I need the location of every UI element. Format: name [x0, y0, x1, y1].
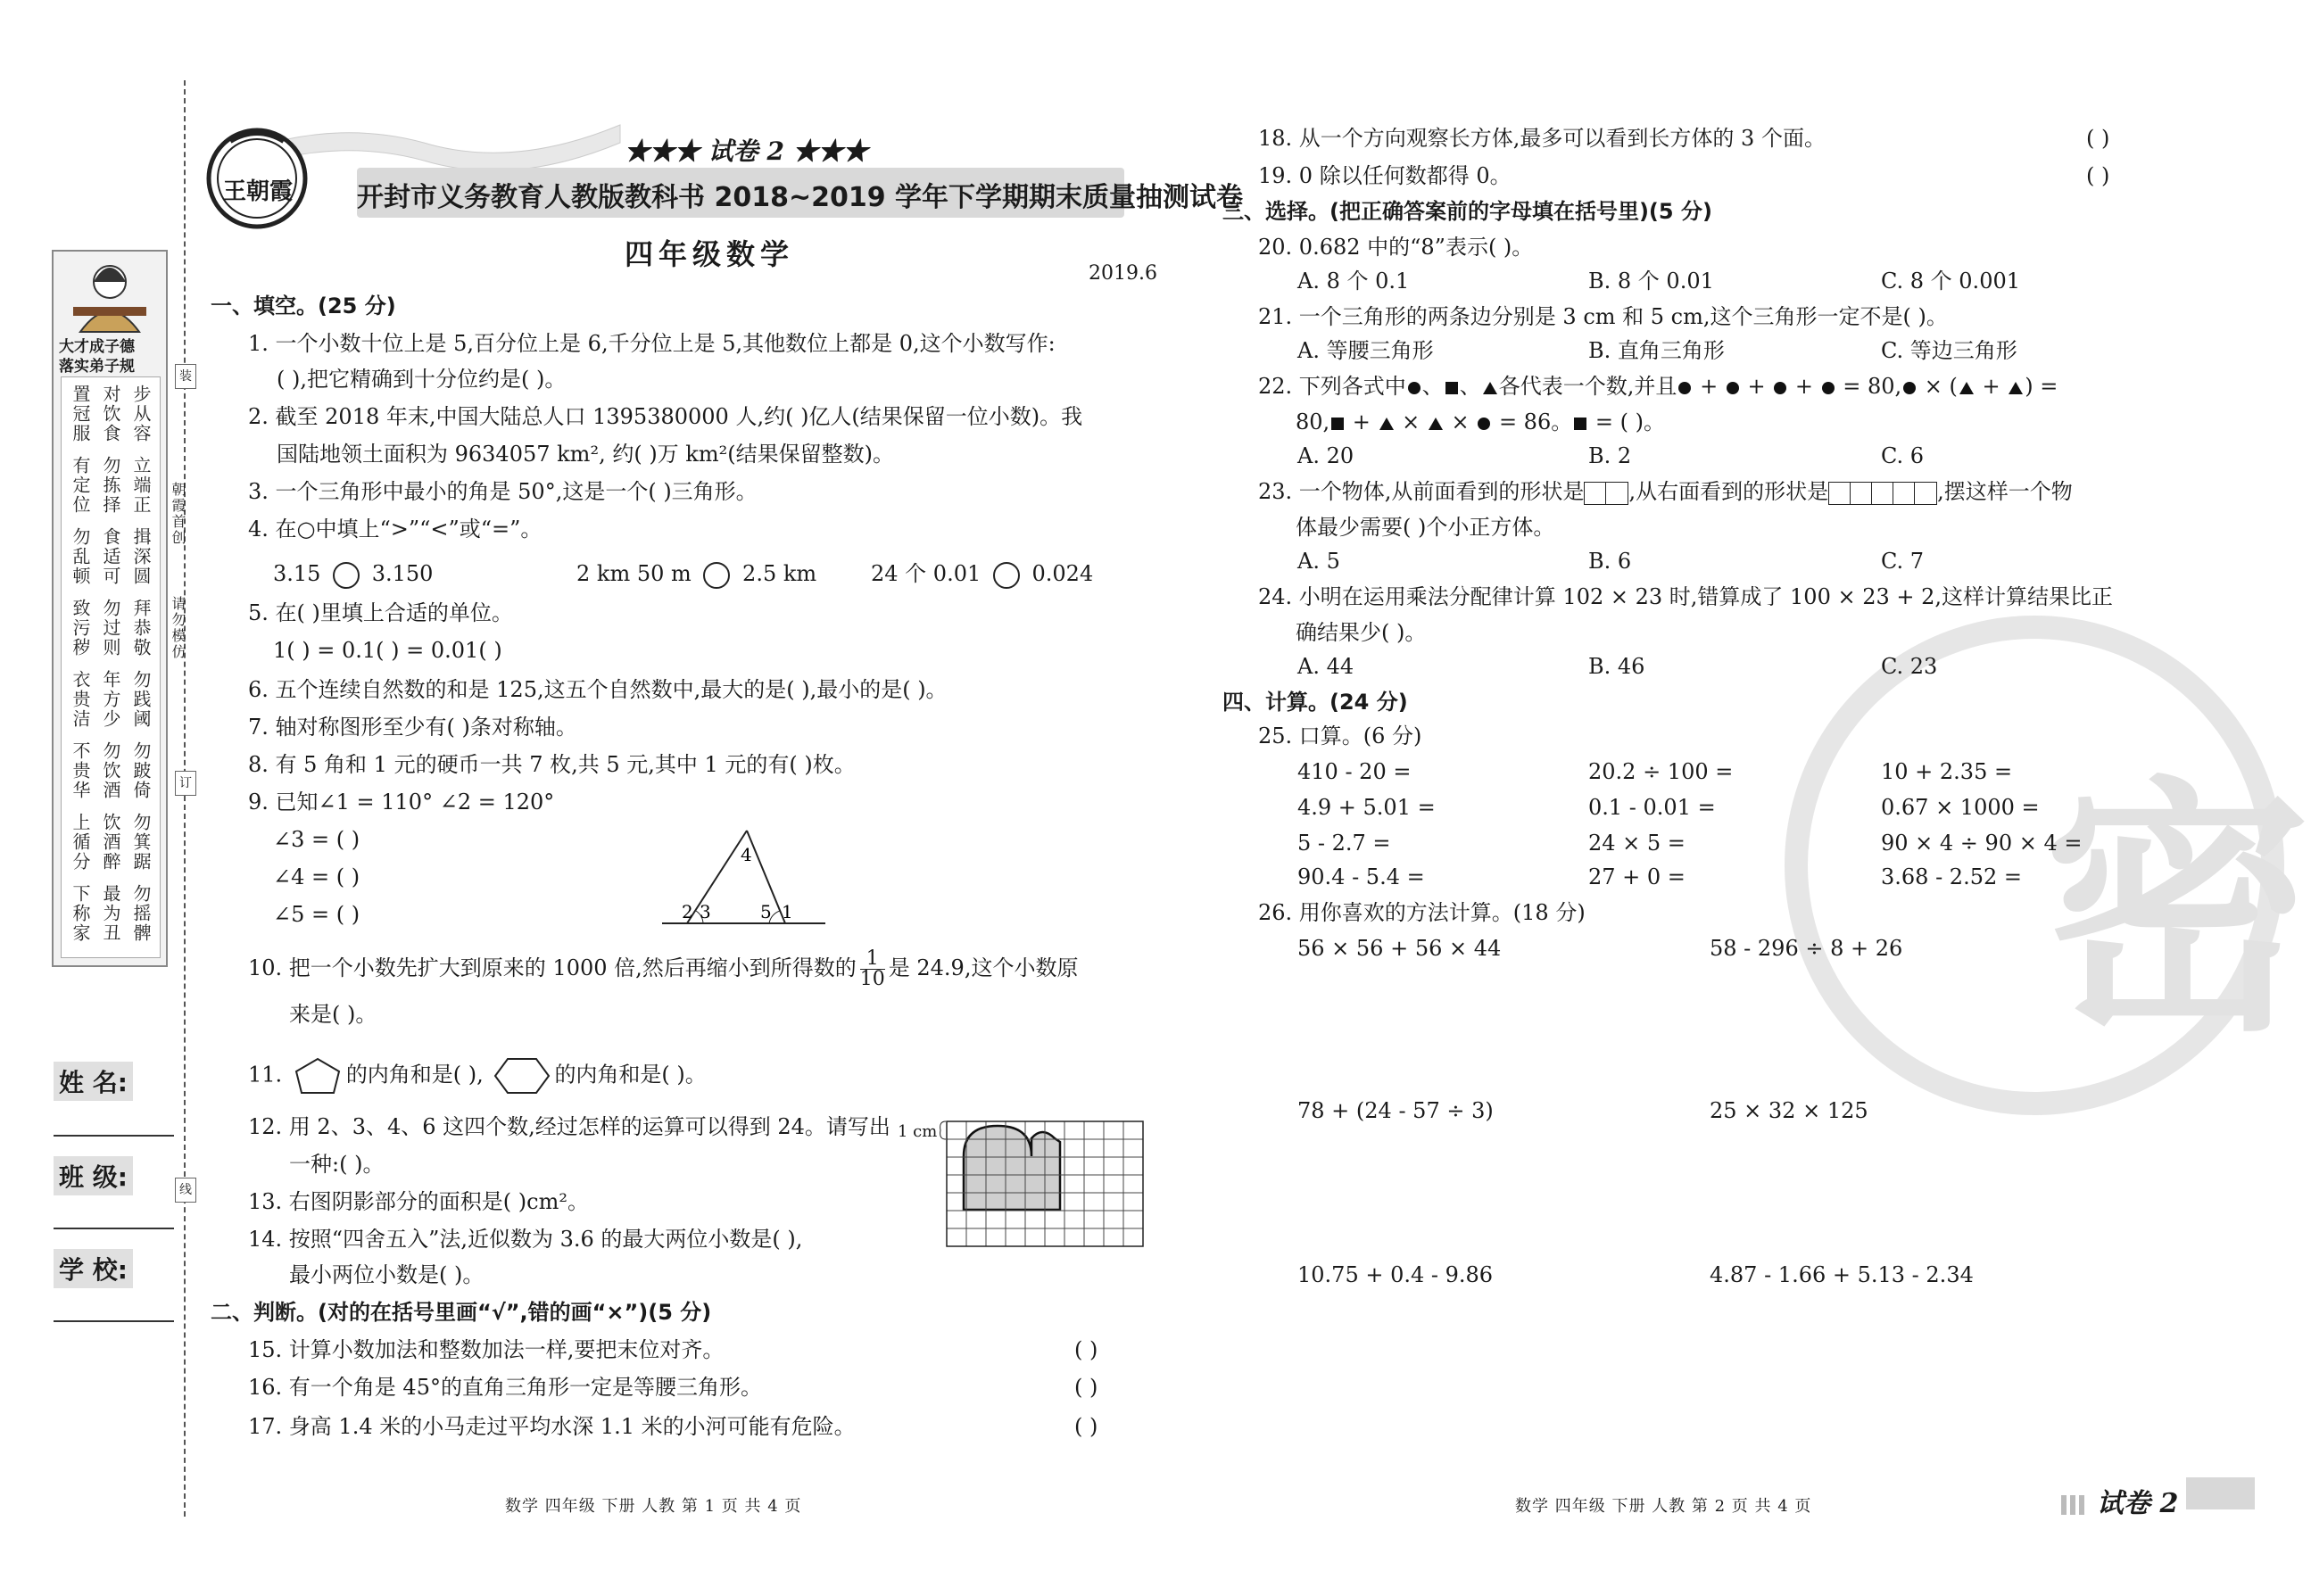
calc-item: 56 × 56 + 56 × 44 — [1297, 936, 1502, 961]
q20-option-b[interactable]: B. 8 个 0.01 — [1588, 269, 1714, 294]
fraction-denominator: 10 — [859, 968, 885, 990]
question-12-line-1: 12. 用 2、3、4、6 这四个数,经过怎样的运算可以得到 24。请写出 — [248, 1114, 890, 1139]
rule-col: 上循分 — [70, 813, 91, 872]
rule-col: 立端正 — [130, 456, 152, 515]
question-22-line-1: 22. 下列各式中 、 、 各代表一个数,并且 + + + = 80, × ( + ) = — [1258, 374, 2058, 399]
binding-tag-xian: 线 — [175, 1178, 196, 1203]
oral-item: 0.1 - 0.01 = — [1588, 795, 1716, 820]
watermark-char: 密 — [2043, 756, 2311, 1067]
shaded-area-grid — [946, 1121, 1144, 1247]
question-7: 7. 轴对称图形至少有( )条对称轴。 — [248, 715, 577, 740]
compare-1-left: 3.15 — [273, 561, 321, 586]
oral-item: 90.4 - 5.4 = — [1297, 864, 1425, 889]
q24-option-b[interactable]: B. 46 — [1588, 654, 1645, 679]
rule-col: 对饮食 — [100, 385, 121, 443]
triangle-symbol-icon — [2009, 382, 2023, 394]
rule-col: 年方少 — [100, 670, 121, 729]
question-5: 5. 在( )里填上合适的单位。 — [248, 600, 513, 625]
angle-label-5: 5 — [760, 901, 772, 922]
q22-text-2: 各代表一个数,并且 — [1498, 374, 1677, 399]
oral-item: 5 - 2.7 = — [1297, 831, 1391, 856]
question-2-line-1: 2. 截至 2018 年末,中国大陆总人口 1395380000 人,约( )亿人(结果保留一位小数)。我 — [248, 404, 1083, 429]
question-4: 4. 在○中填上“>”“<”或“=”。 — [248, 517, 543, 542]
question-19: 19. 0 除以任何数都得 0。 — [1258, 163, 1512, 188]
slogan-line-2: 落实弟子规 — [59, 358, 135, 376]
answer-paren-18[interactable]: ( ) — [2086, 126, 2110, 151]
compare-circle-icon[interactable] — [993, 562, 1020, 589]
front-view-shape — [1584, 482, 1628, 505]
q23-text-2: ,从右面看到的形状是 — [1628, 479, 1829, 504]
question-24-line-1: 24. 小明在运用乘法分配律计算 102 × 23 时,错算成了 100 × 23 + 2,这样计算结果比正 — [1258, 584, 2114, 609]
question-11-number: 11. — [248, 1062, 283, 1087]
q21-option-c[interactable]: C. 等边三角形 — [1881, 338, 2017, 363]
triangle-symbol-icon — [1483, 382, 1497, 394]
answer-paren-19[interactable]: ( ) — [2086, 163, 2110, 188]
circle-symbol-icon — [1478, 418, 1490, 430]
circle-symbol-icon — [1774, 382, 1786, 394]
rule-col: 勿过则 — [100, 599, 121, 657]
oral-item: 24 × 5 = — [1588, 831, 1686, 856]
question-20: 20. 0.682 中的“8”表示( )。 — [1258, 235, 1534, 260]
triangle-symbol-icon — [1379, 418, 1394, 430]
rule-col: 勿跛倚 — [130, 741, 152, 800]
question-21: 21. 一个三角形的两条边分别是 3 cm 和 5 cm,这个三角形一定不是( )。 — [1258, 304, 1948, 329]
q22-text-6: = 86。 — [1498, 409, 1573, 434]
angle-label-1: 1 — [782, 901, 793, 922]
name-label: 姓 名: — [54, 1062, 133, 1101]
question-8: 8. 有 5 角和 1 元的硬币一共 7 枚,共 5 元,其中 1 元的有( )枚。 — [248, 752, 856, 777]
scholar-figure-icon — [54, 255, 166, 335]
rule-col: 勿拣择 — [100, 456, 121, 515]
oral-item: 10 + 2.35 = — [1881, 759, 2013, 784]
rule-col: 衣贵洁 — [70, 670, 91, 729]
question-24-line-2: 确结果少( )。 — [1296, 620, 1427, 645]
exam-date: 2019.6 — [1089, 262, 1157, 285]
question-17: 17. 身高 1.4 米的小马走过平均水深 1.1 米的小河可能有危险。 — [248, 1414, 856, 1439]
rule-col: 勿践阈 — [130, 670, 152, 729]
q22-option-b[interactable]: B. 2 — [1588, 443, 1632, 468]
oral-item: 410 - 20 = — [1297, 759, 1412, 784]
circle-symbol-icon — [1678, 382, 1691, 394]
rule-col: 有定位 — [70, 456, 91, 515]
square-symbol-icon — [1445, 382, 1458, 394]
angle-label-3: 3 — [700, 901, 711, 922]
q22-option-a[interactable]: A. 20 — [1297, 443, 1354, 468]
page-tag-decoration — [2061, 1495, 2088, 1515]
question-1-line-1: 1. 一个小数十位上是 5,百分位上是 6,千分位上是 5,其他数位上都是 0,这个小数写作: — [248, 331, 1056, 356]
section-fill-in: 一、填空。(25 分) — [211, 294, 396, 318]
rule-col: 拜恭敬 — [130, 599, 152, 657]
school-field[interactable] — [54, 1320, 174, 1322]
q23-text-3: ,摆这样一个物 — [1937, 479, 2073, 504]
circle-symbol-icon — [1727, 382, 1739, 394]
answer-paren-15[interactable]: ( ) — [1074, 1337, 1098, 1362]
page-footer-2: 数学 四年级 下册 人教 第 2 页 共 4 页 — [1515, 1497, 1812, 1516]
class-label: 班 级: — [54, 1156, 133, 1195]
question-9-angle-3: ∠3 = ( ) — [273, 827, 360, 852]
exam-title: 开封市义务教育人教版教科书 2018~2019 学年下学期期末质量抽测试卷 — [357, 182, 1244, 213]
question-10-line-1 — [248, 949, 1078, 989]
compare-circle-icon[interactable] — [703, 562, 730, 589]
compare-circle-icon[interactable] — [333, 562, 360, 589]
binding-tag-zhuang: 装 — [175, 364, 196, 389]
q22-option-c[interactable]: C. 6 — [1881, 443, 1925, 468]
calc-item: 78 + (24 - 57 ÷ 3) — [1297, 1098, 1494, 1123]
question-22-line-2: 80, + × × = 86。 = ( )。 — [1296, 409, 1665, 434]
square-symbol-icon — [1331, 418, 1344, 430]
rule-col: 勿饮酒 — [100, 741, 121, 800]
subject-title: 四年级数学 — [625, 237, 795, 271]
q23-text-1: 23. 一个物体,从前面看到的形状是 — [1258, 479, 1585, 504]
rule-col: 不贵华 — [70, 741, 91, 800]
question-18: 18. 从一个方向观察长方体,最多可以看到长方体的 3 个面。 — [1258, 126, 1826, 151]
binding-tag-ding: 订 — [175, 771, 196, 796]
question-26: 26. 用你喜欢的方法计算。(18 分) — [1258, 900, 1586, 925]
oral-item: 4.9 + 5.01 = — [1297, 795, 1436, 820]
answer-paren-16[interactable]: ( ) — [1074, 1375, 1098, 1400]
question-16: 16. 有一个角是 45°的直角三角形一定是等腰三角形。 — [248, 1375, 762, 1400]
q23-option-b[interactable]: B. 6 — [1588, 549, 1632, 574]
circle-symbol-icon — [1903, 382, 1916, 394]
question-11 — [248, 1056, 707, 1096]
compare-2-left: 2 km 50 m — [576, 561, 692, 586]
question-9: 9. 已知∠1 = 110° ∠2 = 120° — [248, 790, 555, 815]
name-field[interactable] — [54, 1135, 174, 1137]
grid-scale-label: 1 cm — [898, 1122, 938, 1141]
question-4-compare-1 — [273, 560, 433, 589]
calc-item: 10.75 + 0.4 - 9.86 — [1297, 1262, 1494, 1287]
square-symbol-icon — [1574, 418, 1586, 430]
angle-label-2: 2 — [682, 901, 693, 922]
q22-text-4: = — [2040, 374, 2058, 399]
compare-3-left: 24 个 0.01 — [871, 561, 982, 586]
rule-col: 饮酒醉 — [100, 813, 121, 872]
q24-option-a[interactable]: A. 44 — [1297, 654, 1354, 679]
q21-option-b[interactable]: B. 直角三角形 — [1588, 338, 1725, 363]
question-23-line-1 — [1258, 478, 2073, 505]
triangle-symbol-icon — [1959, 382, 1974, 394]
side-note-2: 请勿模仿 — [170, 596, 186, 660]
q22-text-3: = 80, — [1843, 374, 1902, 399]
triangle-symbol-icon — [1429, 418, 1443, 430]
exam-number: ★★★ 试卷 2 ★★★ — [625, 136, 868, 166]
page-tag: 试卷 2 — [2097, 1488, 2179, 1519]
q20-option-a[interactable]: A. 8 个 0.1 — [1297, 269, 1410, 294]
question-3: 3. 一个三角形中最小的角是 50°,这是一个( )三角形。 — [248, 479, 758, 504]
question-4-compare-3 — [871, 560, 1093, 589]
school-label: 学 校: — [54, 1249, 133, 1288]
hexagon-icon — [493, 1056, 551, 1096]
question-23-line-2: 体最少需要( )个小正方体。 — [1296, 515, 1555, 540]
fraction-one-tenth — [860, 949, 885, 989]
question-25: 25. 口算。(6 分) — [1258, 724, 1422, 748]
rule-col: 步从容 — [130, 385, 152, 443]
rule-col: 下称家 — [70, 884, 91, 943]
triangle-angle-diagram — [660, 825, 830, 932]
question-10-text-b: 是 24.9,这个小数原 — [888, 955, 1079, 980]
question-14-line-2: 最小两位小数是( )。 — [289, 1262, 485, 1287]
question-13: 13. 右图阴影部分的面积是( )cm²。 — [248, 1189, 589, 1214]
rule-col: 最为丑 — [100, 884, 121, 943]
q23-option-a[interactable]: A. 5 — [1297, 549, 1340, 574]
angle-label-4: 4 — [741, 844, 752, 865]
pentagon-icon — [293, 1056, 343, 1096]
circle-symbol-icon — [1822, 382, 1835, 394]
calc-item: 58 - 296 ÷ 8 + 26 — [1710, 936, 1903, 961]
question-10-line-2: 来是( )。 — [289, 1002, 377, 1027]
q22-text-5: 80, — [1296, 409, 1330, 434]
oral-item: 3.68 - 2.52 = — [1881, 864, 2022, 889]
question-5-units: 1( ) = 0.1( ) = 0.01( ) — [273, 638, 502, 663]
side-note-1: 朝霞首创 — [170, 482, 186, 546]
rule-col: 勿乱顿 — [70, 527, 91, 586]
question-4-compare-2 — [576, 560, 816, 589]
section-true-false: 二、判断。(对的在括号里画“√”,错的画“×”)(5 分) — [211, 1300, 712, 1325]
compare-3-right: 0.024 — [1031, 561, 1094, 586]
rule-col: 食适可 — [100, 527, 121, 586]
question-10-text-a: 10. 把一个小数先扩大到原来的 1000 倍,然后再缩小到所得数的 — [248, 955, 857, 980]
section-choice: 三、选择。(把正确答案前的字母填在括号里)(5 分) — [1222, 199, 1712, 224]
calc-item: 25 × 32 × 125 — [1710, 1098, 1868, 1123]
q22-text-7: = ( )。 — [1595, 409, 1665, 434]
rule-col: 勿摇髀 — [130, 884, 152, 943]
question-6: 6. 五个连续自然数的和是 125,这五个自然数中,最大的是( ),最小的是( )。 — [248, 677, 948, 702]
oral-item: 0.67 × 1000 = — [1881, 795, 2040, 820]
q22-text-1: 22. 下列各式中 — [1258, 374, 1406, 399]
compare-2-right: 2.5 km — [742, 561, 817, 586]
circle-symbol-icon — [1408, 382, 1421, 394]
fraction-numerator: 1 — [860, 949, 885, 970]
oral-item: 27 + 0 = — [1588, 864, 1686, 889]
class-field[interactable] — [54, 1228, 174, 1229]
rule-col: 勿箕踞 — [130, 813, 152, 872]
binding-line — [184, 80, 186, 1517]
q24-option-c[interactable]: C. 23 — [1881, 654, 1938, 679]
question-11-text-a: 的内角和是( ), — [345, 1062, 484, 1087]
compare-1-right: 3.150 — [371, 561, 434, 586]
page-footer-1: 数学 四年级 下册 人教 第 1 页 共 4 页 — [505, 1497, 802, 1516]
question-12-line-2: 一种:( )。 — [289, 1152, 385, 1177]
right-view-shape — [1828, 482, 1937, 505]
rule-col: 致污秽 — [70, 599, 91, 657]
question-14-line-1: 14. 按照“四舍五入”法,近似数为 3.6 的最大两位小数是( ), — [248, 1227, 803, 1252]
question-9-angle-5: ∠5 = ( ) — [273, 902, 360, 927]
section-calculation: 四、计算。(24 分) — [1222, 690, 1408, 715]
question-11-text-b: 的内角和是( )。 — [554, 1062, 707, 1087]
question-1-line-2: ( ),把它精确到十分位约是( )。 — [277, 367, 567, 392]
page-tag-bar — [2186, 1477, 2255, 1509]
q20-option-c[interactable]: C. 8 个 0.001 — [1881, 269, 2020, 294]
rule-col: 揖深圆 — [130, 527, 152, 586]
question-15: 15. 计算小数加法和整数加法一样,要把末位对齐。 — [248, 1337, 725, 1362]
question-9-angle-4: ∠4 = ( ) — [273, 864, 360, 889]
q23-option-c[interactable]: C. 7 — [1881, 549, 1925, 574]
oral-item: 90 × 4 ÷ 90 × 4 = — [1881, 831, 2083, 856]
answer-paren-17[interactable]: ( ) — [1074, 1414, 1098, 1439]
disciple-rules-panel — [52, 250, 168, 967]
q21-option-a[interactable]: A. 等腰三角形 — [1297, 338, 1434, 363]
rules-columns — [61, 376, 161, 958]
logo-text: 王朝霞 — [223, 178, 294, 205]
question-2-line-2: 国陆地领土面积为 9634057 km², 约( )万 km²(结果保留整数)。 — [277, 442, 894, 467]
oral-item: 20.2 ÷ 100 = — [1588, 759, 1734, 784]
calc-item: 4.87 - 1.66 + 5.13 - 2.34 — [1710, 1262, 1974, 1287]
slogan-line-1: 大才成子德 — [59, 338, 135, 356]
scale-brace-icon — [937, 1121, 948, 1140]
rule-col: 置冠服 — [70, 385, 91, 443]
